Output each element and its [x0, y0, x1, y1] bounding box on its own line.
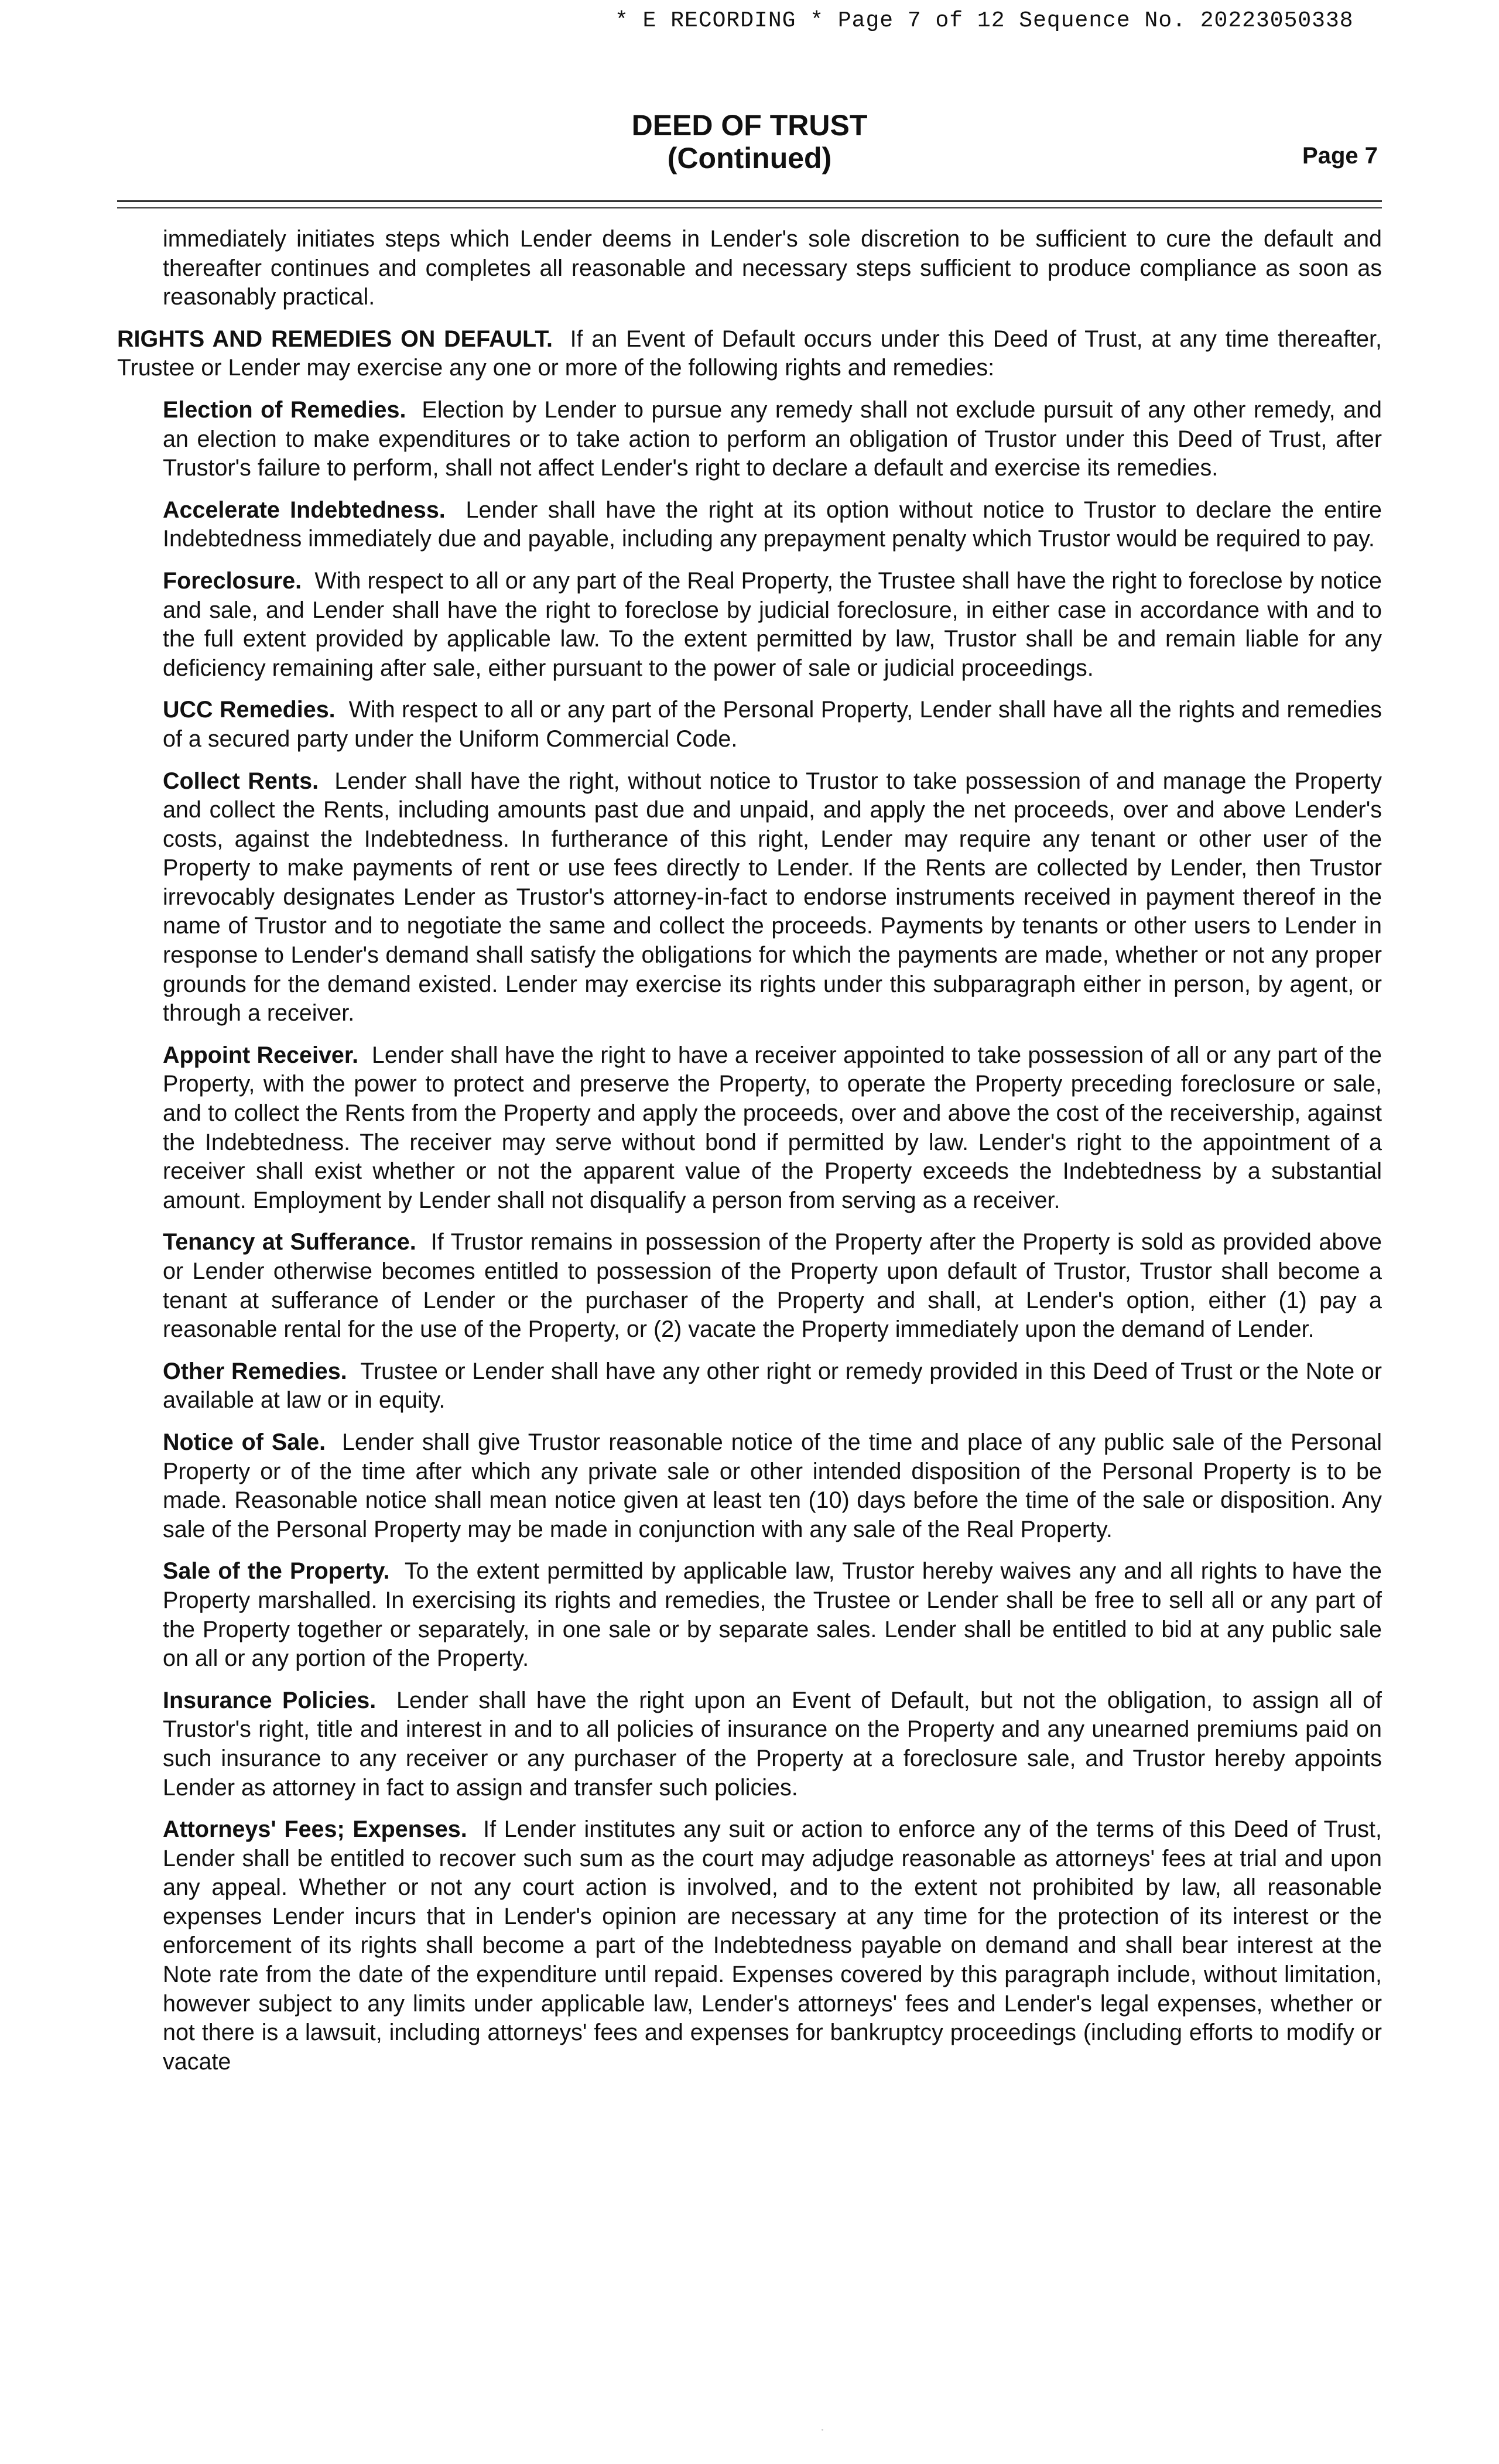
section-insurance-policies	[117, 1686, 1382, 1802]
section-election-of-remedies	[117, 396, 1382, 483]
section-text: If Trustor remains in possession of the Property after the Property is sold as provided above or Lender otherwise becomes entitled to possession of the Property upon default of Trustor, Trustor shall become a tenant at sufferance of Lender or the purchaser of the Property and shall, at Lender's option, either (1) pay a reasonable rental for the use of the Property, or (2) vacate the Property immediately upon the demand of Lender.	[163, 1229, 1382, 1343]
section-sale-of-property	[117, 1557, 1382, 1673]
section-text: Election by Lender to pursue any remedy shall not exclude pursuit of any other remedy, and an election to make expenditures or to take action to perform an obligation of Trustor under this Deed of Trust, after Trustor's failure to perform, shall not affect Lender's right to declare a default and exercise its remedies.	[163, 396, 1382, 481]
section-heading: Foreclosure.	[163, 567, 302, 594]
section-accelerate-indebtedness	[117, 496, 1382, 554]
page-number: Page 7	[1302, 143, 1378, 169]
header-divider-secondary	[117, 207, 1382, 208]
section-heading: Collect Rents.	[163, 768, 319, 794]
section-heading: UCC Remedies.	[163, 697, 336, 723]
section-heading: Insurance Policies.	[163, 1687, 377, 1713]
section-tenancy-at-sufferance	[117, 1228, 1382, 1344]
header-divider	[117, 200, 1382, 202]
section-appoint-receiver	[117, 1041, 1382, 1216]
title-line-1: DEED OF TRUST	[631, 109, 868, 142]
scan-speck	[822, 2429, 823, 2431]
section-text: To the extent permitted by applicable law, Trustor hereby waives any and all rights to have the Property marshalled. In exercising its rights and remedies, the Trustee or Lender shall be free to sell all or any part of the Property together or separately, in one sale or by separate sales. Lender shall be entitled to bid at any public sale on all or any portion of the Property.	[163, 1558, 1382, 1672]
section-ucc-remedies	[117, 696, 1382, 754]
section-text: Lender shall have the right at its option without notice to Trustor to declare the entire Indebtedness immediately due and payable, including any prepayment penalty which Trustor would be required to pay.	[163, 497, 1382, 552]
section-text: Lender shall give Trustor reasonable notice of the time and place of any public sale of the Personal Property or of the time after which any private sale or other intended disposition of the Personal Property is to be made. Reasonable notice shall mean notice given at least ten (10) days before the time of the sale or disposition. Any sale of the Personal Property may be made in conjunction with any sale of the Real Property.	[163, 1429, 1382, 1542]
section-collect-rents	[117, 767, 1382, 1028]
section-text: Lender shall have the right upon an Event of Default, but not the obligation, to assign all of Trustor's right, title and interest in and to all policies of insurance on the Property and any unearned premiums paid on such insurance to any receiver or any purchaser of the Property at a foreclosure sale, and Trustor hereby appoints Lender as attorney in fact to assign and transfer such policies.	[163, 1687, 1382, 1801]
section-heading: Other Remedies.	[163, 1358, 347, 1384]
section-heading: Tenancy at Sufferance.	[163, 1229, 416, 1255]
rights-paragraph	[117, 325, 1382, 383]
section-heading: Sale of the Property.	[163, 1558, 390, 1585]
intro-paragraph: immediately initiates steps which Lender deems in Lender's sole discretion to be sufficient to cure the default and thereafter continues and completes all reasonable and necessary steps sufficient to produce compliance as soon as reasonably practical.	[163, 226, 1382, 310]
section-heading: Accelerate Indebtedness.	[163, 497, 446, 523]
section-heading: Notice of Sale.	[163, 1429, 326, 1455]
document-title	[0, 109, 1499, 174]
section-heading: Election of Remedies.	[163, 396, 406, 423]
section-text: If Lender institutes any suit or action to enforce any of the terms of this Deed of Trust, Lender shall be entitled to recover such sum as the court may adjudge reasonable as attorneys' fees at trial and upon any appeal. Whether or not any court action is involved, and to the extent not prohibited by law, all reasonable expenses Lender incurs that in Lender's opinion are necessary at any time for the protection of its interest or the enforcement of its rights shall become a part of the Indebtedness payable on demand and shall bear interest at the Note rate from the date of the expenditure until repaid. Expenses covered by this paragraph include, without limitation, however subject to any limits under applicable law, Lender's attorneys' fees and Lender's legal expenses, whether or not there is a lawsuit, including attorneys' fees and expenses for bankruptcy proceedings (including efforts to modify or vacate	[163, 1816, 1382, 2075]
title-line-2: (Continued)	[667, 142, 832, 174]
section-notice-of-sale	[117, 1428, 1382, 1544]
document-body	[117, 225, 1382, 2089]
section-text: With respect to all or any part of the Real Property, the Trustee shall have the right to foreclose by notice and sale, and Lender shall have the right to foreclose by judicial foreclosure, in either case in accordance with and to the full extent provided by applicable law. To the extent permitted by law, Trustor shall be and remain liable for any deficiency remaining after sale, either pursuant to the power of sale or judicial proceedings.	[163, 567, 1382, 681]
section-heading: Appoint Receiver.	[163, 1042, 359, 1068]
section-text: Lender shall have the right to have a receiver appointed to take possession of all or any part of the Property, with the power to protect and preserve the Property, to operate the Property preceding foreclosure or sale, and to collect the Rents from the Property and apply the proceeds, over and above the cost of the receivership, against the Indebtedness. The receiver may serve without bond if permitted by law. Lender's right to the appointment of a receiver shall exist whether or not the apparent value of the Property exceeds the Indebtedness by a substantial amount. Employment by Lender shall not disqualify a person from serving as a receiver.	[163, 1042, 1382, 1213]
section-attorneys-fees	[117, 1815, 1382, 2076]
section-text: Trustee or Lender shall have any other right or remedy provided in this Deed of Trust or the Note or available at law or in equity.	[163, 1358, 1382, 1414]
section-text: With respect to all or any part of the Personal Property, Lender shall have all the rights and remedies of a secured party under the Uniform Commercial Code.	[163, 697, 1382, 752]
rights-heading: RIGHTS AND REMEDIES ON DEFAULT.	[117, 326, 553, 352]
section-foreclosure	[117, 567, 1382, 683]
recording-stamp: * E RECORDING * Page 7 of 12 Sequence No. 20223050338	[615, 8, 1354, 33]
rights-text: If an Event of Default occurs under this Deed of Trust, at any time thereafter, Trustee or Lender may exercise any one or more of the following rights and remedies:	[117, 326, 1382, 381]
section-text: Lender shall have the right, without notice to Trustor to take possession of and manage the Property and collect the Rents, including amounts past due and unpaid, and apply the net proceeds, over and above Lender's costs, against the Indebtedness. In furtherance of this right, Lender may require any tenant or other user of the Property to make payments of rent or use fees directly to Lender. If the Rents are collected by Lender, then Trustor irrevocably designates Lender as Trustor's attorney-in-fact to endorse instruments received in payment thereof in the name of Trustor and to negotiate the same and collect the proceeds. Payments by tenants or other users to Lender in response to Lender's demand shall satisfy the obligations for which the payments are made, whether or not any proper grounds for the demand existed. Lender may exercise its rights under this subparagraph either in person, by agent, or through a receiver.	[163, 768, 1382, 1026]
section-other-remedies	[117, 1357, 1382, 1415]
section-heading: Attorneys' Fees; Expenses.	[163, 1816, 467, 1843]
